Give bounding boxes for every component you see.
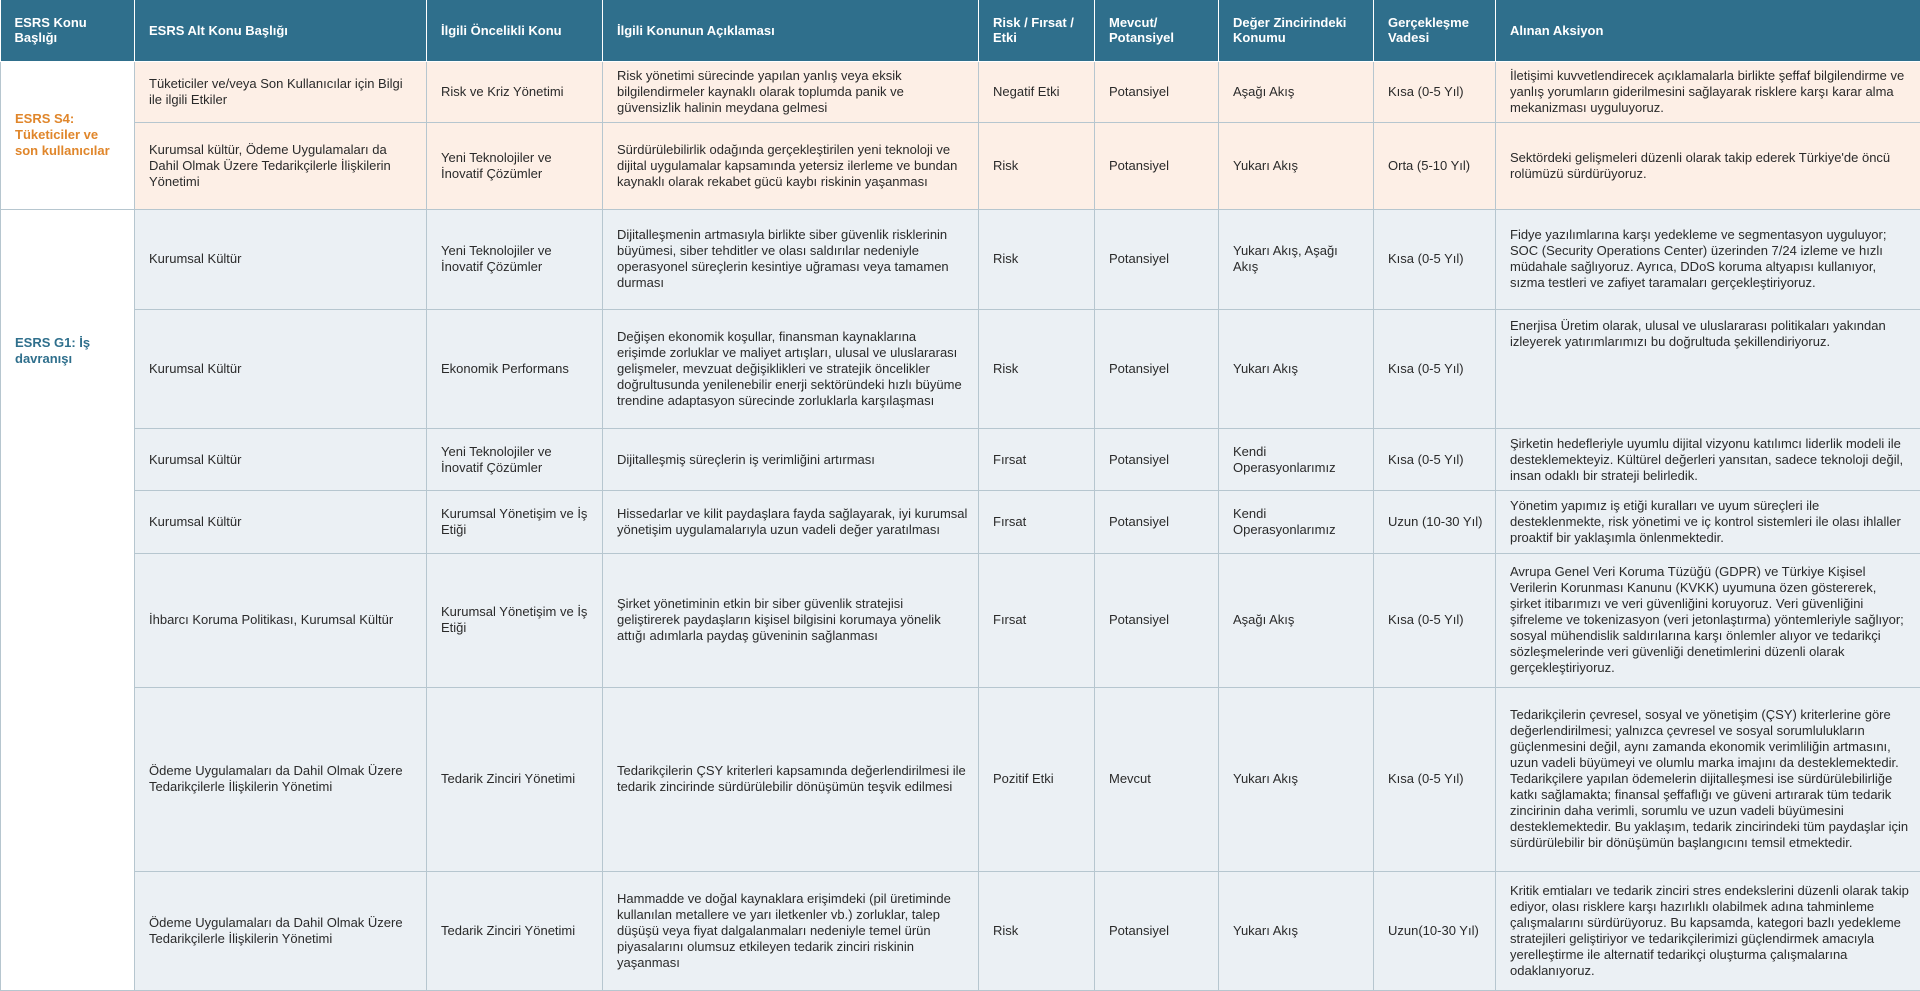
cell-action: Sektördeki gelişmeleri düzenli olarak takip ederek Türkiye'de öncü rolümüzü sürdürüyoruz. <box>1496 122 1920 209</box>
cell-sub-topic: Tüketiciler ve/veya Son Kullanıcılar için Bilgi ile ilgili Etkiler <box>135 61 427 122</box>
cell-time-horizon: Kısa (0-5 Yıl) <box>1374 553 1496 687</box>
cell-value-chain: Yukarı Akış, Aşağı Akış <box>1219 209 1374 310</box>
table-row <box>1 429 1920 491</box>
cell-action: Yönetim yapımız iş etiği kuralları ve uyum süreçleri ile desteklenmekte, risk yönetimi ve iç kontrol sistemleri ile olası ihlaller proaktif bir yaklaşımla önlenmektedir. <box>1496 491 1920 553</box>
column-header-current-potential: Mevcut/ Potansiyel <box>1095 0 1219 61</box>
cell-current-potential: Potansiyel <box>1095 429 1219 491</box>
cell-value-chain: Yukarı Akış <box>1219 310 1374 429</box>
cell-current-potential: Potansiyel <box>1095 872 1219 991</box>
cell-time-horizon: Uzun(10-30 Yıl) <box>1374 872 1496 991</box>
column-header-priority-topic: İlgili Öncelikli Konu <box>427 0 603 61</box>
cell-time-horizon: Kısa (0-5 Yıl) <box>1374 61 1496 122</box>
table-row <box>1 687 1920 871</box>
cell-type: Risk <box>979 122 1095 209</box>
cell-action: Avrupa Genel Veri Koruma Tüzüğü (GDPR) ve Türkiye Kişisel Verilerin Korunması Kanunu (KVKK) uyumuna özen göstererek, şirket itibarımızı ve veri güvenliğini koruyoruz. Veri güvenliğini şifreleme ve tokenizasyon (veri jetonlaştırma) yöntemleriyle sağlıyor; sosyal mühendislik saldırılarına karşı önlemler alıyor ve tedarikçi sözleşmelerinde veri güvenliği denetimlerini düzenli olarak gerçekleştiriyoruz. <box>1496 553 1920 687</box>
cell-current-potential: Potansiyel <box>1095 61 1219 122</box>
table-row <box>1 61 1920 122</box>
cell-current-potential: Potansiyel <box>1095 491 1219 553</box>
cell-value-chain: Aşağı Akış <box>1219 61 1374 122</box>
cell-description: Sürdürülebilirlik odağında gerçekleştirilen yeni teknoloji ve dijital uygulamalar kapsamında yetersiz ilerleme ve bundan kaynaklı olarak rekabet gücü kaybı riskinin yaşanması <box>603 122 979 209</box>
cell-priority-topic: Tedarik Zinciri Yönetimi <box>427 872 603 991</box>
column-header-action-taken: Alınan Aksiyon <box>1496 0 1920 61</box>
cell-current-potential: Potansiyel <box>1095 553 1219 687</box>
group-title-g1: ESRS G1: İş davranışı <box>1 209 135 990</box>
cell-time-horizon: Uzun (10-30 Yıl) <box>1374 491 1496 553</box>
cell-description: Dijitalleşmiş süreçlerin iş verimliğini artırması <box>603 429 979 491</box>
cell-sub-topic: Kurumsal Kültür <box>135 491 427 553</box>
table-row <box>1 122 1920 209</box>
cell-value-chain: Kendi Operasyonlarımız <box>1219 491 1374 553</box>
cell-sub-topic: Kurumsal kültür, Ödeme Uygulamaları da Dahil Olmak Üzere Tedarikçilerle İlişkilerin Yönetimi <box>135 122 427 209</box>
table-row <box>1 872 1920 991</box>
column-header-time-horizon: Gerçekleşme Vadesi <box>1374 0 1496 61</box>
cell-description: Tedarikçilerin ÇSY kriterleri kapsamında değerlendirilmesi ile tedarik zincirinde sürdürülebilir dönüşümün teşvik edilmesi <box>603 687 979 871</box>
cell-current-potential: Potansiyel <box>1095 310 1219 429</box>
cell-type: Fırsat <box>979 429 1095 491</box>
table-row <box>1 553 1920 687</box>
table-row <box>1 209 1920 310</box>
cell-sub-topic: Kurumsal Kültür <box>135 209 427 310</box>
column-header-esrs-topic: ESRS Konu Başlığı <box>1 0 135 61</box>
cell-time-horizon: Kısa (0-5 Yıl) <box>1374 209 1496 310</box>
cell-priority-topic: Ekonomik Performans <box>427 310 603 429</box>
cell-current-potential: Mevcut <box>1095 687 1219 871</box>
header-row <box>1 0 1920 61</box>
cell-sub-topic: Kurumsal Kültür <box>135 310 427 429</box>
cell-action: Fidye yazılımlarına karşı yedekleme ve segmentasyon uyguluyor; SOC (Security Operations Center) üzerinden 7/24 izleme ve hızlı müdahale sağlıyoruz. Ayrıca, DDoS koruma altyapısı kullanıyor, sızma testleri ve zafiyet taramaları gerçekleştiriyoruz. <box>1496 209 1920 310</box>
cell-time-horizon: Orta (5-10 Yıl) <box>1374 122 1496 209</box>
cell-time-horizon: Kısa (0-5 Yıl) <box>1374 310 1496 429</box>
cell-priority-topic: Yeni Teknolojiler ve İnovatif Çözümler <box>427 429 603 491</box>
cell-action: İletişimi kuvvetlendirecek açıklamalarla birlikte şeffaf bilgilendirme ve yanlış yorumların giderilmesini sağlayarak risklere karşı karar alma mekanizması uyguluyoruz. <box>1496 61 1920 122</box>
column-header-sub-topic: ESRS Alt Konu Başlığı <box>135 0 427 61</box>
cell-description: Şirket yönetiminin etkin bir siber güvenlik stratejisi geliştirerek paydaşların kişisel bilgisini korumaya yönelik attığı adımlarla paydaş güveninin sağlanması <box>603 553 979 687</box>
cell-priority-topic: Risk ve Kriz Yönetimi <box>427 61 603 122</box>
cell-description: Hammadde ve doğal kaynaklara erişimdeki (pil üretiminde kullanılan metallere ve yarı iletkenler vb.) zorluklar, talep düşüşü veya fiyat dalgalanmaları nedeniyle temel ürün piyasalarını olumsuz etkileyen tedarik zinciri riskinin yaşanması <box>603 872 979 991</box>
cell-type: Pozitif Etki <box>979 687 1095 871</box>
table-row <box>1 491 1920 553</box>
cell-action: Enerjisa Üretim olarak, ulusal ve uluslararası politikaları yakından izleyerek yatırımlarımızı bu doğrultuda şekillendiriyoruz. <box>1496 310 1920 429</box>
cell-value-chain: Aşağı Akış <box>1219 553 1374 687</box>
cell-current-potential: Potansiyel <box>1095 209 1219 310</box>
cell-description: Hissedarlar ve kilit paydaşlara fayda sağlayarak, iyi kurumsal yönetişim uygulamalarıyla uzun vadeli değer yaratılması <box>603 491 979 553</box>
group-title-s4: ESRS S4: Tüketiciler ve son kullanıcılar <box>1 61 135 209</box>
cell-type: Fırsat <box>979 553 1095 687</box>
cell-sub-topic: Ödeme Uygulamaları da Dahil Olmak Üzere Tedarikçilerle İlişkilerin Yönetimi <box>135 687 427 871</box>
cell-time-horizon: Kısa (0-5 Yıl) <box>1374 429 1496 491</box>
cell-current-potential: Potansiyel <box>1095 122 1219 209</box>
cell-action: Tedarikçilerin çevresel, sosyal ve yönetişim (ÇSY) kriterlerine göre değerlendirilmesi; yalnızca çevresel ve sosyal sorumlulukların güçlenmesini değil, aynı zamanda ekonomik verimliliğin artmasını, uzun vadeli büyümeyi ve olumlu marka imajını da desteklemektedir. Tedarikçilere yapılan ödemelerin dijitalleşmesi ise sürdürülebilirliğe katkı sağlamakta; finansal şeffaflığı ve güveni artırarak tüm tedarik zincirinin daha verimli, sorumlu ve uzun vadeli büyümesini desteklemektedir. Bu yaklaşım, tedarik zincirindeki tüm paydaşlar için sürdürülebilir bir dönüşümün başlangıcını temsil etmektedir. <box>1496 687 1920 871</box>
column-header-risk-opportunity-impact: Risk / Fırsat / Etki <box>979 0 1095 61</box>
column-header-description: İlgili Konunun Açıklaması <box>603 0 979 61</box>
cell-value-chain: Yukarı Akış <box>1219 872 1374 991</box>
cell-priority-topic: Yeni Teknolojiler ve İnovatif Çözümler <box>427 209 603 310</box>
cell-description: Dijitalleşmenin artmasıyla birlikte siber güvenlik risklerinin büyümesi, siber tehditler ve olası saldırılar nedeniyle operasyonel süreçlerin kesintiye uğraması veya tamamen durması <box>603 209 979 310</box>
cell-type: Risk <box>979 310 1095 429</box>
cell-sub-topic: Ödeme Uygulamaları da Dahil Olmak Üzere Tedarikçilerle İlişkilerin Yönetimi <box>135 872 427 991</box>
cell-value-chain: Kendi Operasyonlarımız <box>1219 429 1374 491</box>
cell-value-chain: Yukarı Akış <box>1219 687 1374 871</box>
cell-priority-topic: Kurumsal Yönetişim ve İş Etiği <box>427 491 603 553</box>
cell-sub-topic: İhbarcı Koruma Politikası, Kurumsal Kültür <box>135 553 427 687</box>
cell-description: Değişen ekonomik koşullar, finansman kaynaklarına erişimde zorluklar ve maliyet artışları, ulusal ve uluslararası gelişmeler, mevzuat değişiklikleri ve stratejik öncelikler doğrultusunda yenilenebilir enerji sektöründeki hızlı büyüme trendine adaptasyon sürecinde zorluklarla karşılaşması <box>603 310 979 429</box>
cell-type: Negatif Etki <box>979 61 1095 122</box>
cell-value-chain: Yukarı Akış <box>1219 122 1374 209</box>
cell-priority-topic: Kurumsal Yönetişim ve İş Etiği <box>427 553 603 687</box>
cell-type: Risk <box>979 872 1095 991</box>
cell-action: Kritik emtiaları ve tedarik zinciri stres endekslerini düzenli olarak takip ediyor, olası risklere karşı hazırlıklı olabilmek adına tahminleme çalışmalarını sürdürüyoruz. Bu kapsamda, kategori bazlı yedekleme stratejileri geliştiriyor ve tedarikçilerimizi güçlendirmek amacıyla yerelleştirme ile alternatif tedarikçi oluşturma çalışmalarına odaklanıyoruz. <box>1496 872 1920 991</box>
cell-priority-topic: Tedarik Zinciri Yönetimi <box>427 687 603 871</box>
cell-time-horizon: Kısa (0-5 Yıl) <box>1374 687 1496 871</box>
cell-description: Risk yönetimi sürecinde yapılan yanlış veya eksik bilgilendirmeler kaynaklı olarak toplumda panik ve güvensizlik halinin meydana gelmesi <box>603 61 979 122</box>
cell-priority-topic: Yeni Teknolojiler ve İnovatif Çözümler <box>427 122 603 209</box>
cell-type: Risk <box>979 209 1095 310</box>
cell-type: Fırsat <box>979 491 1095 553</box>
column-header-value-chain-position: Değer Zincirindeki Konumu <box>1219 0 1374 61</box>
cell-action: Şirketin hedefleriyle uyumlu dijital vizyonu katılımcı liderlik modeli ile desteklemekteyiz. Kültürel değerleri yansıtan, sadece teknoloji değil, insan odaklı bir strateji belirledik. <box>1496 429 1920 491</box>
cell-sub-topic: Kurumsal Kültür <box>135 429 427 491</box>
table-row <box>1 310 1920 429</box>
